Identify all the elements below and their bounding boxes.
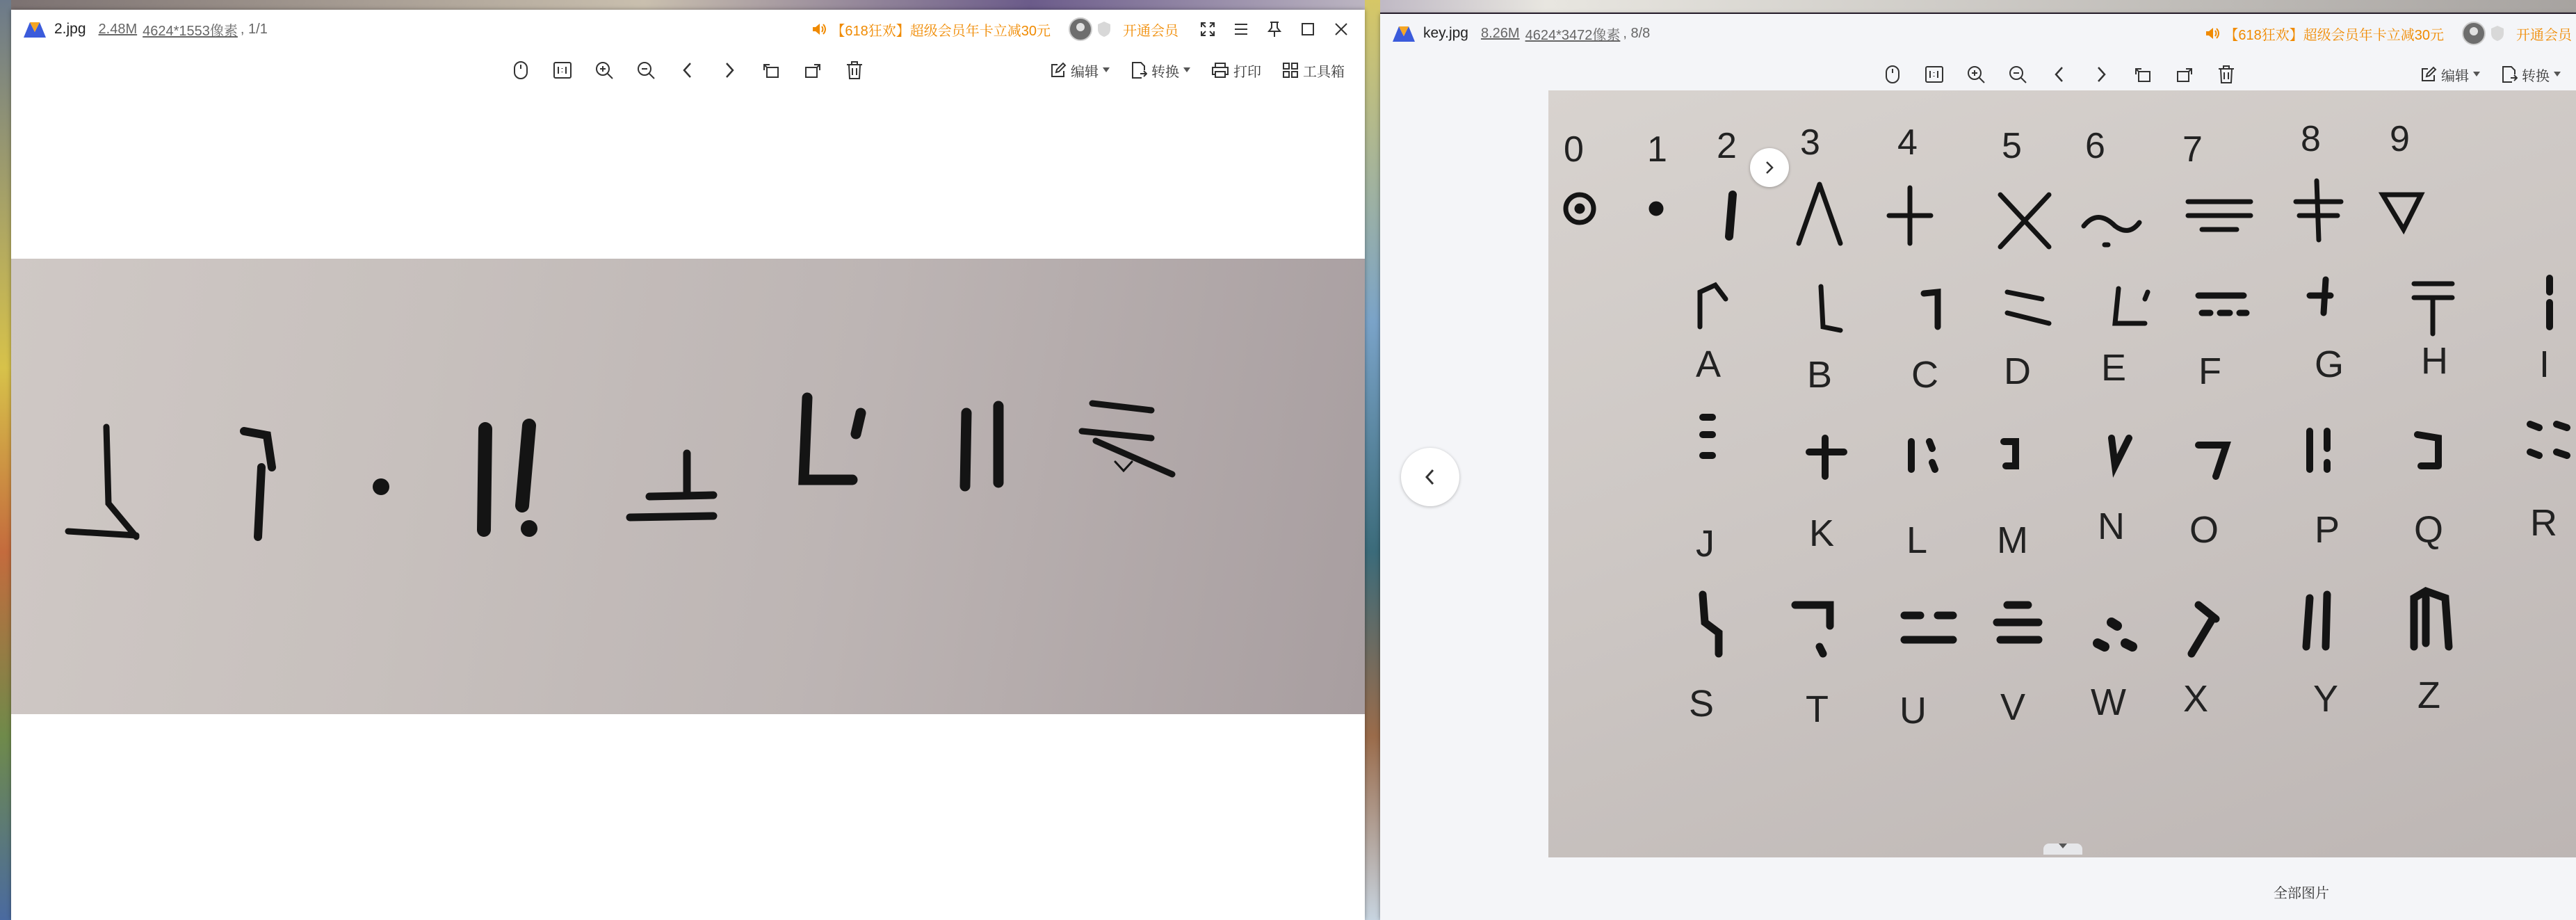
key-digit-label: 3 <box>1800 122 1820 163</box>
key-letter-label: V <box>2000 686 2026 728</box>
caret-down-icon <box>2059 844 2067 849</box>
fullscreen-icon <box>1200 22 1215 37</box>
file-name: 2.jpg <box>54 21 86 37</box>
cipher-key-drawing <box>1548 90 2576 857</box>
previous-button[interactable] <box>2049 64 2070 85</box>
image-viewer-window-left <box>11 10 1365 920</box>
toolbox-label: 工具箱 <box>1303 64 1345 80</box>
promo-text: 【618狂欢】超级会员年卡立减30元 <box>831 23 1051 39</box>
rotate-right-icon <box>803 60 823 80</box>
actual-size-button[interactable] <box>1924 64 1945 85</box>
rotate-right-icon <box>2175 65 2194 84</box>
key-digit-glyphs <box>1566 181 2421 247</box>
image-viewer-window-right <box>1380 14 2576 920</box>
promo-banner[interactable] <box>811 19 1051 40</box>
key-letter-label: F <box>2198 350 2221 392</box>
chevron-left-icon <box>1423 467 1437 487</box>
delete-button[interactable] <box>2216 64 2237 85</box>
key-digit-label: 9 <box>2390 119 2410 159</box>
speaker-icon <box>811 22 827 36</box>
file-size[interactable]: 2.48M <box>98 21 138 37</box>
zoom-out-icon <box>636 60 656 80</box>
file-name: key.jpg <box>1423 25 1468 41</box>
key-letter-label: Z <box>2417 675 2440 716</box>
key-letter-label: W <box>2091 681 2126 723</box>
convert-menu[interactable] <box>1131 60 1190 81</box>
thumbnail-drawer-toggle[interactable] <box>2043 844 2082 855</box>
key-letter-label: J <box>1696 523 1715 565</box>
key-letter-label: S <box>1689 683 1715 725</box>
rotate-right-button[interactable] <box>2174 64 2195 85</box>
mouse-icon <box>1885 65 1900 84</box>
chevron-right-icon <box>722 61 736 79</box>
avatar[interactable] <box>2462 22 2486 45</box>
chevron-right-icon <box>2094 65 2108 83</box>
print-button[interactable] <box>1211 60 1261 81</box>
next-button[interactable] <box>2091 64 2112 85</box>
app-logo-icon <box>22 19 47 39</box>
trash-icon <box>845 60 864 80</box>
key-letter-label: K <box>1809 513 1835 554</box>
key-digit-label: 0 <box>1564 129 1584 170</box>
toolbox-icon <box>1282 62 1299 79</box>
actual-size-button[interactable] <box>552 60 573 81</box>
image-dimensions[interactable]: 4624*1553像素 <box>143 23 238 39</box>
viewer-toolbar <box>1380 57 2576 92</box>
edit-label: 编辑 <box>1071 64 1099 80</box>
rotate-right-button[interactable] <box>802 60 823 81</box>
speaker-icon <box>2205 26 2220 40</box>
page-indicator: , 1/1 <box>240 21 268 37</box>
key-letter-label: H <box>2421 340 2448 382</box>
thumbnail-strip <box>1380 857 2576 920</box>
edit-menu[interactable] <box>1050 60 1110 81</box>
chevron-right-icon <box>1764 160 1775 175</box>
key-letter-label: G <box>2315 344 2344 385</box>
previous-image-button[interactable] <box>1401 448 1459 506</box>
mouse-icon <box>513 60 528 80</box>
convert-icon <box>1131 61 1147 79</box>
key-digit-labels <box>1564 119 2410 170</box>
chevron-left-icon <box>2052 65 2066 83</box>
desktop-background-gap <box>1365 0 1380 920</box>
rotate-left-icon <box>2133 65 2153 84</box>
zoom-in-button[interactable] <box>594 60 615 81</box>
all-pictures-link[interactable]: 全部图片 <box>2274 886 2329 901</box>
shield-icon <box>2490 25 2505 42</box>
edit-label: 编辑 <box>2441 68 2469 84</box>
zoom-in-icon <box>1966 65 1986 84</box>
app-logo-icon <box>1391 24 1416 43</box>
mouse-mode-button[interactable] <box>1882 64 1903 85</box>
key-letter-label: T <box>1806 688 1829 730</box>
file-size[interactable]: 8.26M <box>1480 25 1520 41</box>
next-button[interactable] <box>719 60 740 81</box>
actual-size-icon <box>553 61 572 79</box>
key-letter-label: D <box>2004 350 2031 392</box>
edit-icon <box>1050 62 1067 79</box>
pin-button[interactable] <box>1265 19 1284 39</box>
printer-icon <box>1211 62 1229 79</box>
key-digit-label: 8 <box>2301 119 2321 159</box>
previous-button[interactable] <box>677 60 698 81</box>
key-digit-label: 4 <box>1897 122 1918 163</box>
key-letter-glyphs-row3 <box>1703 591 2449 654</box>
title-bar <box>1380 14 2576 53</box>
fullscreen-button[interactable] <box>1198 19 1217 39</box>
vip-link[interactable]: 开通会员 <box>2516 27 2572 43</box>
rotate-left-button[interactable] <box>2132 64 2153 85</box>
close-icon <box>1334 22 1349 37</box>
menu-icon <box>1233 22 1249 36</box>
key-letter-label: C <box>1911 354 1938 396</box>
promo-text: 【618狂欢】超级会员年卡立减30元 <box>2224 27 2444 43</box>
key-letter-label: Y <box>2313 678 2339 720</box>
key-letter-label: E <box>2101 347 2127 389</box>
key-letter-label: P <box>2315 509 2340 551</box>
actual-size-icon <box>1925 65 1944 83</box>
maximize-icon <box>1301 22 1315 36</box>
key-letter-labels-row1 <box>1696 340 2550 396</box>
desktop-background-left <box>0 0 11 920</box>
caret-down-icon <box>2473 72 2480 77</box>
image-dimensions[interactable]: 4624*3472像素 <box>1525 27 1621 43</box>
key-letter-label: X <box>2183 678 2209 720</box>
displayed-image-cipher[interactable] <box>11 259 1365 714</box>
key-letter-label: O <box>2189 509 2219 551</box>
caret-down-icon <box>1103 67 1110 73</box>
cipher-glyphs <box>11 259 1365 714</box>
key-digit-label: 2 <box>1717 126 1737 166</box>
key-digit-label: 5 <box>2002 126 2022 166</box>
toolbox-button[interactable] <box>1282 60 1345 81</box>
key-letter-glyphs-row2 <box>1703 417 2567 476</box>
page-indicator: , 8/8 <box>1623 25 1651 41</box>
menu-button[interactable] <box>1231 19 1251 39</box>
key-letter-label: I <box>2539 344 2550 385</box>
close-button[interactable] <box>1331 19 1351 39</box>
rotate-left-button[interactable] <box>761 60 781 81</box>
key-letter-label: A <box>1696 344 1722 385</box>
zoom-in-button[interactable] <box>1966 64 1986 85</box>
key-digit-label: 6 <box>2085 126 2105 166</box>
zoom-in-icon <box>594 60 614 80</box>
key-letter-labels-row2 <box>1696 502 2557 565</box>
convert-label: 转换 <box>2522 68 2550 84</box>
zoom-out-icon <box>2008 65 2027 84</box>
key-letter-label: N <box>2098 506 2125 547</box>
key-letter-label: R <box>2530 502 2557 544</box>
rotate-left-icon <box>761 60 781 80</box>
mouse-mode-button[interactable] <box>510 60 531 81</box>
key-digit-label: 7 <box>2182 129 2203 170</box>
viewer-toolbar <box>11 53 1365 88</box>
promo-banner[interactable] <box>2205 24 2444 44</box>
caret-down-icon <box>1183 67 1190 73</box>
key-digit-label: 1 <box>1647 129 1667 170</box>
convert-menu[interactable] <box>2501 65 2561 85</box>
zoom-out-button[interactable] <box>635 60 656 81</box>
next-image-button[interactable] <box>1750 148 1789 187</box>
convert-label: 转换 <box>1151 64 1179 80</box>
zoom-out-button[interactable] <box>2007 64 2028 85</box>
edit-menu[interactable] <box>2420 65 2480 85</box>
pin-icon <box>1267 21 1282 38</box>
avatar[interactable] <box>1069 17 1092 41</box>
print-label: 打印 <box>1233 64 1261 80</box>
title-bar <box>11 10 1365 49</box>
edit-icon <box>2420 66 2437 83</box>
caret-down-icon <box>2554 72 2561 77</box>
key-letter-label: M <box>1997 519 2028 561</box>
key-letter-label: L <box>1906 519 1928 561</box>
shield-icon <box>1096 21 1112 38</box>
key-letter-labels-row3 <box>1689 675 2440 732</box>
key-letter-label: B <box>1807 354 1833 396</box>
trash-icon <box>2217 65 2235 84</box>
maximize-button[interactable] <box>1298 19 1318 39</box>
displayed-image-key[interactable] <box>1548 90 2576 857</box>
vip-link[interactable]: 开通会员 <box>1123 23 1178 39</box>
delete-button[interactable] <box>844 60 865 81</box>
key-letter-glyphs-row1 <box>1700 278 2550 334</box>
key-letter-label: Q <box>2414 509 2444 551</box>
chevron-left-icon <box>681 61 695 79</box>
convert-icon <box>2501 65 2518 83</box>
key-letter-label: U <box>1899 690 1927 732</box>
